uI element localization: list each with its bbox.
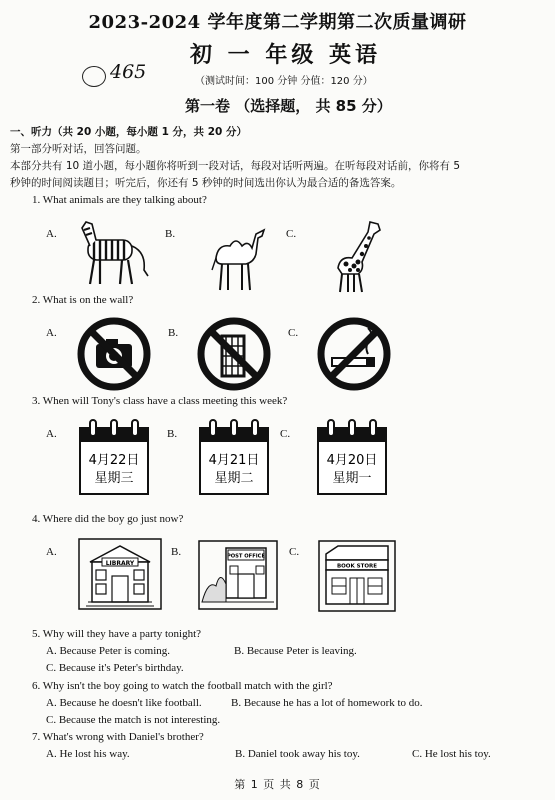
- part-one-title: 第一卷 （选择题， 共 85 分）: [185, 97, 392, 115]
- question-3: 3. When will Tony's class have a class meeting this week?: [32, 395, 288, 407]
- q1-option-a[interactable]: A.: [46, 228, 57, 240]
- q2-option-c[interactable]: C.: [288, 327, 299, 339]
- giraffe-icon: [328, 218, 390, 294]
- handwritten-score: 465: [110, 61, 147, 83]
- page-footer: 第 1 页 共 8 页: [234, 778, 321, 791]
- q1-option-b[interactable]: B.: [165, 228, 176, 240]
- no-parking-sign-icon: [196, 316, 272, 392]
- grade-subject-title: 初 一 年级 英语: [190, 42, 381, 68]
- q3-option-c[interactable]: C.: [280, 428, 291, 440]
- calendar-date: 4月20日: [326, 453, 378, 468]
- exam-info: （测试时间：100 分钟 分值：120 分）: [195, 76, 373, 87]
- q5-option-a[interactable]: A. Because Peter is coming.: [46, 645, 171, 657]
- question-5: 5. Why will they have a party tonight?: [32, 628, 202, 640]
- q4-option-b[interactable]: B.: [171, 546, 182, 558]
- calendar-weekday: 星期三: [94, 471, 134, 486]
- q5-option-b[interactable]: B. Because Peter is leaving.: [234, 645, 357, 657]
- calendar-icon: [198, 418, 270, 496]
- bookstore-building-icon: [318, 540, 396, 612]
- q6-option-c[interactable]: C. Because the match is not interesting.: [46, 714, 221, 726]
- q6-option-a[interactable]: A. Because he doesn't like football.: [46, 697, 202, 709]
- instruction-line-1: 本部分共有 10 道小题，每小题你将听到一段对话，每段对话听两遍。在听每段对话前，你将有 5: [10, 160, 461, 172]
- calendar-date: 4月22日: [88, 453, 140, 468]
- q7-option-a[interactable]: A. He lost his way.: [46, 748, 130, 760]
- q4-option-a[interactable]: A.: [46, 546, 57, 558]
- exam-title: 2023-2024 学年度第二学期第二次质量调研: [88, 12, 467, 33]
- q5-option-c[interactable]: C. Because it's Peter's birthday.: [46, 662, 184, 674]
- q3-option-b[interactable]: B.: [167, 428, 178, 440]
- library-building-icon: [78, 538, 162, 610]
- q7-option-b[interactable]: B. Daniel took away his toy.: [235, 748, 360, 760]
- q2-option-a[interactable]: A.: [46, 327, 57, 339]
- question-1: 1. What animals are they talking about?: [32, 194, 207, 206]
- question-6: 6. Why isn't the boy going to watch the football match with the girl?: [32, 680, 333, 692]
- calendar-icon: [78, 418, 150, 496]
- q4-option-c[interactable]: C.: [289, 546, 300, 558]
- camel-icon: [208, 222, 266, 294]
- calendar-weekday: 星期二: [214, 471, 254, 486]
- no-smoking-sign-icon: [316, 316, 392, 392]
- question-7: 7. What's wrong with Daniel's brother?: [32, 731, 204, 743]
- calendar-date: 4月21日: [208, 453, 260, 468]
- post-office-building-icon: [198, 540, 278, 610]
- question-2: 2. What is on the wall?: [32, 294, 134, 306]
- calendar-icon: [316, 418, 388, 496]
- instruction-line-2: 秒钟的时间阅读题目；听完后，你还有 5 秒钟的时间选出你认为最合适的备选答案。: [10, 177, 402, 189]
- q1-option-c[interactable]: C.: [286, 228, 297, 240]
- zebra-icon: [76, 218, 156, 290]
- q3-option-a[interactable]: A.: [46, 428, 57, 440]
- q6-option-b[interactable]: B. Because he has a lot of homework to do.: [231, 697, 423, 709]
- bookstore-sign: BOOK STORE: [336, 563, 378, 570]
- q7-option-c[interactable]: C. He lost his toy.: [412, 748, 491, 760]
- q2-option-b[interactable]: B.: [168, 327, 179, 339]
- section-heading: 一、听力（共 20 小题，每小题 1 分，共 20 分）: [10, 126, 247, 138]
- post-office-sign: POST OFFICE: [226, 553, 266, 560]
- no-camera-sign-icon: [76, 316, 152, 392]
- section-subheading: 第一部分听对话，回答问题。: [10, 143, 147, 155]
- library-sign: LIBRARY: [105, 560, 135, 567]
- calendar-weekday: 星期一: [332, 471, 372, 486]
- question-4: 4. Where did the boy go just now?: [32, 513, 184, 525]
